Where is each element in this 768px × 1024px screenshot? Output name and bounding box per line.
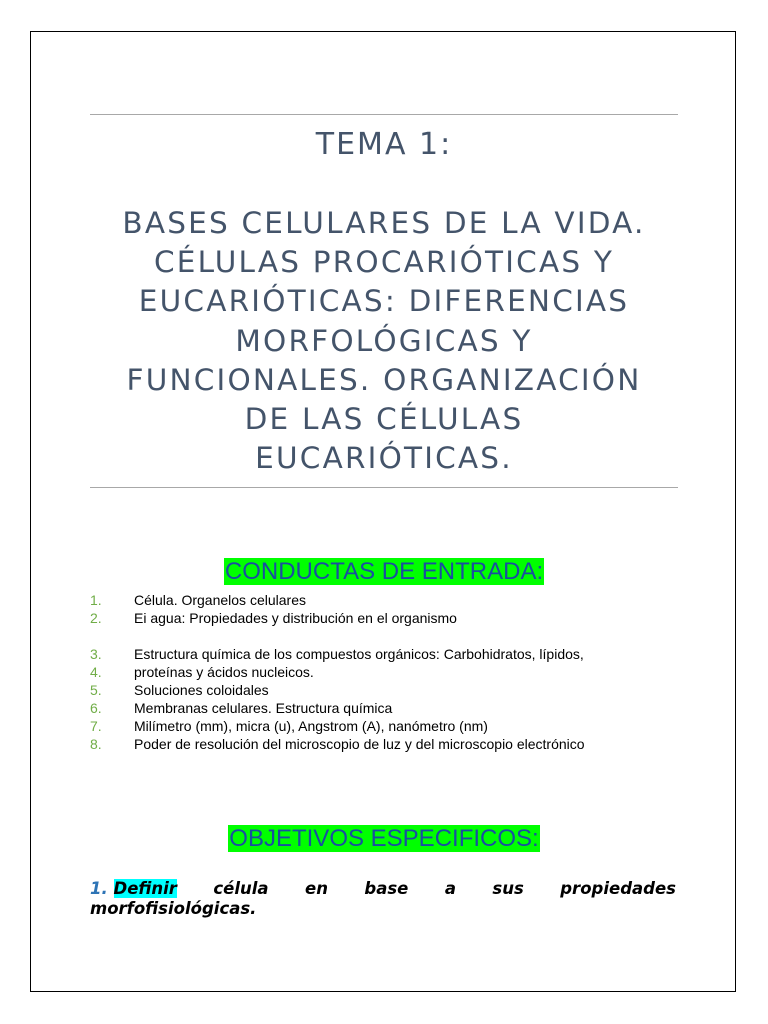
topic-number: TEMA 1: bbox=[315, 127, 453, 162]
objective-word: a bbox=[444, 879, 456, 898]
objective-item bbox=[90, 879, 676, 919]
list-item-number: 4. bbox=[90, 664, 102, 680]
list-item bbox=[90, 645, 650, 663]
objective-word: célula bbox=[213, 879, 269, 898]
list-item-number: 3. bbox=[90, 646, 102, 662]
topic-title-line: DE LAS CÉLULAS bbox=[244, 402, 524, 437]
topic-title-line: BASES CELULARES DE LA VIDA. bbox=[122, 206, 646, 240]
list-item-number: 1. bbox=[90, 592, 102, 608]
topic-title-line: FUNCIONALES. ORGANIZACIÓN bbox=[126, 362, 642, 397]
list-item-number: 8. bbox=[90, 736, 102, 752]
list-item-text: Estructura química de los compuestos orgánicos: Carbohidratos, lípidos, bbox=[134, 646, 584, 662]
objective-verb: Definir bbox=[113, 879, 177, 898]
objective-word: sus bbox=[492, 879, 524, 898]
list-item-text: Poder de resolución del microscopio de luz y del microscopio electrónico bbox=[134, 736, 585, 752]
objective-lead bbox=[90, 879, 177, 899]
list-item-text: Célula. Organelos celulares bbox=[134, 592, 306, 608]
objective-word: base bbox=[364, 879, 409, 898]
objective-word: en bbox=[305, 879, 328, 898]
list-item-number: 5. bbox=[90, 682, 102, 698]
list-item-number: 7. bbox=[90, 718, 102, 734]
conductas-list bbox=[90, 591, 650, 753]
objetivos-heading-text: OBJETIVOS ESPECIFICOS: bbox=[229, 825, 539, 852]
list-item-number: 2. bbox=[90, 610, 102, 626]
list-item-number: 6. bbox=[90, 700, 102, 716]
objective-number: 1. bbox=[90, 879, 108, 898]
list-item bbox=[90, 591, 650, 609]
topic-title-line: EUCARIÓTICAS. bbox=[255, 441, 513, 476]
list-item-text: Soluciones coloidales bbox=[134, 682, 269, 698]
topic-title-line: EUCARIÓTICAS: DIFERENCIAS bbox=[138, 284, 630, 319]
list-item-text: proteínas y ácidos nucleicos. bbox=[134, 664, 314, 680]
conductas-heading-text: CONDUCTAS DE ENTRADA: bbox=[224, 558, 544, 585]
list-item bbox=[90, 735, 650, 753]
topic-title bbox=[90, 204, 678, 478]
objective-line bbox=[90, 879, 676, 899]
list-item-text: Membranas celulares. Estructura química bbox=[134, 700, 393, 716]
conductas-heading bbox=[0, 558, 768, 586]
topic-title-line: MORFOLÓGICAS Y bbox=[235, 323, 533, 358]
title-bottom-rule bbox=[90, 487, 678, 488]
objective-continuation: morfofisiológicas. bbox=[90, 899, 257, 918]
list-item bbox=[90, 681, 650, 699]
list-item bbox=[90, 609, 650, 627]
title-top-rule bbox=[90, 114, 678, 115]
list-item bbox=[90, 717, 650, 735]
objetivos-heading bbox=[0, 825, 768, 853]
list-item bbox=[90, 663, 650, 681]
topic-title-line: CÉLULAS PROCARIÓTICAS Y bbox=[153, 245, 615, 280]
objective-word: propiedades bbox=[560, 879, 676, 898]
list-item bbox=[90, 699, 650, 717]
list-item-text: Milímetro (mm), micra (u), Angstrom (A), nanómetro (nm) bbox=[134, 718, 488, 734]
list-item-text: Ei agua: Propiedades y distribución en el organismo bbox=[134, 610, 457, 626]
